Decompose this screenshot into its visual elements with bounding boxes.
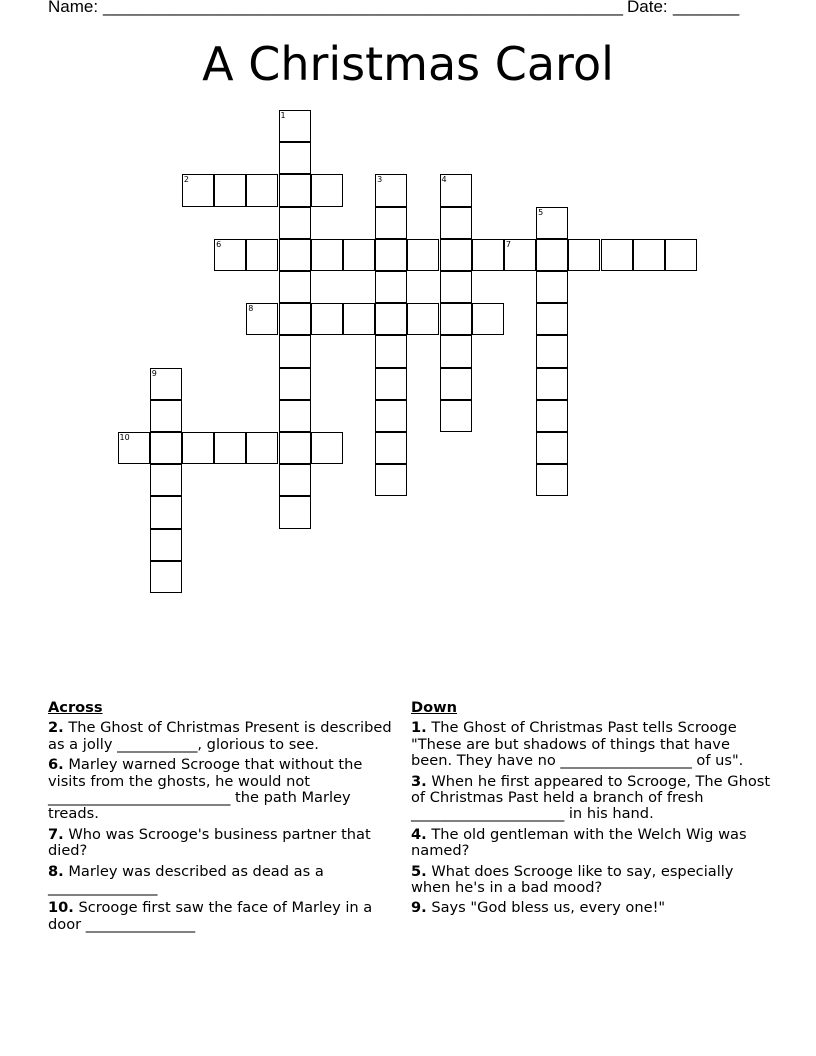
clue-number: 2. bbox=[48, 719, 64, 737]
across-heading: Across bbox=[48, 699, 103, 716]
clue-text: The Ghost of Christmas Past tells Scrooge "These are but shadows of things that have been. They have no __________________ of us". bbox=[411, 719, 744, 770]
clue-down-9 bbox=[411, 900, 771, 916]
clue-number: 9. bbox=[411, 899, 427, 917]
grid-cell[interactable] bbox=[375, 368, 407, 400]
grid-cell[interactable] bbox=[279, 207, 311, 239]
grid-cell[interactable] bbox=[246, 432, 278, 464]
grid-cell[interactable] bbox=[504, 239, 536, 271]
clue-across-2 bbox=[48, 720, 398, 753]
grid-cell[interactable] bbox=[150, 368, 182, 400]
down-clues bbox=[411, 700, 771, 921]
cell-number: 4 bbox=[441, 175, 447, 185]
grid-cell[interactable] bbox=[375, 174, 407, 206]
clue-number: 3. bbox=[411, 772, 427, 790]
grid-cell[interactable] bbox=[536, 239, 568, 271]
grid-cell[interactable] bbox=[279, 271, 311, 303]
clue-text: When he first appeared to Scrooge, The Ghost of Christmas Past held a branch of fresh _____________________ in his hand. bbox=[411, 772, 771, 823]
grid-cell[interactable] bbox=[536, 335, 568, 367]
clue-number: 4. bbox=[411, 825, 427, 843]
cell-number: 10 bbox=[119, 433, 130, 442]
grid-cell[interactable] bbox=[375, 303, 407, 335]
cell-number: 1 bbox=[280, 111, 286, 120]
grid-cell[interactable] bbox=[150, 464, 182, 496]
grid-cell[interactable] bbox=[150, 496, 182, 528]
grid-cell[interactable] bbox=[440, 400, 472, 432]
grid-cell[interactable] bbox=[182, 174, 214, 206]
grid-cell[interactable] bbox=[279, 400, 311, 432]
clue-across-6 bbox=[48, 757, 398, 823]
grid-cell[interactable] bbox=[375, 400, 407, 432]
date-blank-line[interactable]: _______ bbox=[673, 0, 740, 16]
clue-number: 10. bbox=[48, 899, 74, 917]
clue-text: Scrooge first saw the face of Marley in a door _______________ bbox=[48, 899, 373, 933]
grid-cell[interactable] bbox=[665, 239, 697, 271]
grid-cell[interactable] bbox=[375, 335, 407, 367]
clue-number: 1. bbox=[411, 719, 427, 737]
grid-cell[interactable] bbox=[407, 303, 439, 335]
clue-text: Who was Scrooge's business partner that died? bbox=[48, 825, 371, 860]
grid-cell[interactable] bbox=[440, 335, 472, 367]
clue-down-4 bbox=[411, 827, 771, 860]
clue-text: Marley was described as dead as a _______________ bbox=[48, 862, 324, 897]
grid-cell[interactable] bbox=[150, 400, 182, 432]
grid-cell[interactable] bbox=[150, 432, 182, 464]
grid-cell[interactable] bbox=[536, 432, 568, 464]
grid-cell[interactable] bbox=[246, 303, 278, 335]
grid-cell[interactable] bbox=[536, 464, 568, 496]
date-label: Date: bbox=[627, 0, 668, 16]
grid-cell[interactable] bbox=[536, 368, 568, 400]
grid-cell[interactable] bbox=[279, 303, 311, 335]
cell-number: 9 bbox=[151, 368, 157, 378]
grid-cell[interactable] bbox=[214, 432, 246, 464]
clue-down-3 bbox=[411, 774, 771, 823]
grid-cell[interactable] bbox=[536, 207, 568, 239]
clue-text: The old gentleman with the Welch Wig was named? bbox=[411, 825, 747, 860]
grid-cell[interactable] bbox=[311, 432, 343, 464]
clue-across-10 bbox=[48, 900, 398, 933]
cell-number: 8 bbox=[248, 304, 254, 314]
clue-number: 6. bbox=[48, 756, 64, 774]
grid-cell[interactable] bbox=[279, 464, 311, 496]
grid-cell[interactable] bbox=[440, 239, 472, 271]
grid-cell[interactable] bbox=[407, 239, 439, 271]
grid-cell[interactable] bbox=[375, 432, 407, 464]
grid-cell[interactable] bbox=[343, 239, 375, 271]
grid-cell[interactable] bbox=[214, 239, 246, 271]
grid-cell[interactable] bbox=[536, 400, 568, 432]
grid-cell[interactable] bbox=[279, 432, 311, 464]
grid-cell[interactable] bbox=[472, 239, 504, 271]
across-clues bbox=[48, 700, 398, 937]
puzzle-title: A Christmas Carol bbox=[202, 37, 614, 91]
grid-cell[interactable] bbox=[150, 529, 182, 561]
grid-cell[interactable] bbox=[601, 239, 633, 271]
grid-cell[interactable] bbox=[246, 174, 278, 206]
clue-text: What does Scrooge like to say, especially when he's in a bad mood? bbox=[411, 862, 734, 897]
clue-text: Marley warned Scrooge that without the visits from the ghosts, he would not _________________________ the path Marley treads. bbox=[48, 756, 363, 823]
grid-cell[interactable] bbox=[568, 239, 600, 271]
grid-cell[interactable] bbox=[536, 271, 568, 303]
clue-number: 7. bbox=[48, 825, 64, 843]
grid-cell[interactable] bbox=[279, 110, 311, 142]
clue-down-5 bbox=[411, 864, 771, 897]
grid-cell[interactable] bbox=[536, 303, 568, 335]
clue-text: The Ghost of Christmas Present is described as a jolly ___________, glorious to see. bbox=[48, 719, 392, 753]
clue-number: 8. bbox=[48, 862, 64, 880]
cell-number: 3 bbox=[377, 175, 383, 185]
grid-cell[interactable] bbox=[246, 239, 278, 271]
grid-cell[interactable] bbox=[279, 335, 311, 367]
clue-across-8 bbox=[48, 864, 398, 897]
grid-cell[interactable] bbox=[279, 368, 311, 400]
grid-cell[interactable] bbox=[440, 303, 472, 335]
grid-cell[interactable] bbox=[279, 174, 311, 206]
grid-cell[interactable] bbox=[375, 464, 407, 496]
grid-cell[interactable] bbox=[118, 432, 150, 464]
grid-cell[interactable] bbox=[472, 303, 504, 335]
grid-cell[interactable] bbox=[440, 368, 472, 400]
grid-cell[interactable] bbox=[150, 561, 182, 593]
grid-cell[interactable] bbox=[182, 432, 214, 464]
cell-number: 5 bbox=[538, 207, 544, 217]
name-blank-line[interactable]: _______________________________________________________ bbox=[103, 0, 624, 16]
grid-cell[interactable] bbox=[440, 174, 472, 206]
cell-number: 2 bbox=[183, 175, 189, 185]
grid-cell[interactable] bbox=[633, 239, 665, 271]
clue-number: 5. bbox=[411, 862, 427, 880]
down-heading: Down bbox=[411, 699, 458, 716]
grid-cell[interactable] bbox=[375, 271, 407, 303]
grid-cell[interactable] bbox=[440, 271, 472, 303]
clue-down-1 bbox=[411, 720, 771, 769]
grid-cell[interactable] bbox=[311, 303, 343, 335]
cell-number: 6 bbox=[216, 239, 222, 249]
cell-number: 7 bbox=[505, 239, 511, 249]
grid-cell[interactable] bbox=[279, 496, 311, 528]
grid-cell[interactable] bbox=[375, 239, 407, 271]
grid-cell[interactable] bbox=[279, 239, 311, 271]
grid-cell[interactable] bbox=[375, 207, 407, 239]
grid-cell[interactable] bbox=[311, 174, 343, 206]
grid-cell[interactable] bbox=[440, 207, 472, 239]
name-label: Name: bbox=[48, 0, 99, 16]
grid-cell[interactable] bbox=[343, 303, 375, 335]
clue-text: Says "God bless us, every one!" bbox=[431, 899, 666, 917]
grid-cell[interactable] bbox=[311, 239, 343, 271]
grid-cell[interactable] bbox=[214, 174, 246, 206]
grid-cell[interactable] bbox=[279, 142, 311, 174]
clue-across-7 bbox=[48, 827, 398, 860]
